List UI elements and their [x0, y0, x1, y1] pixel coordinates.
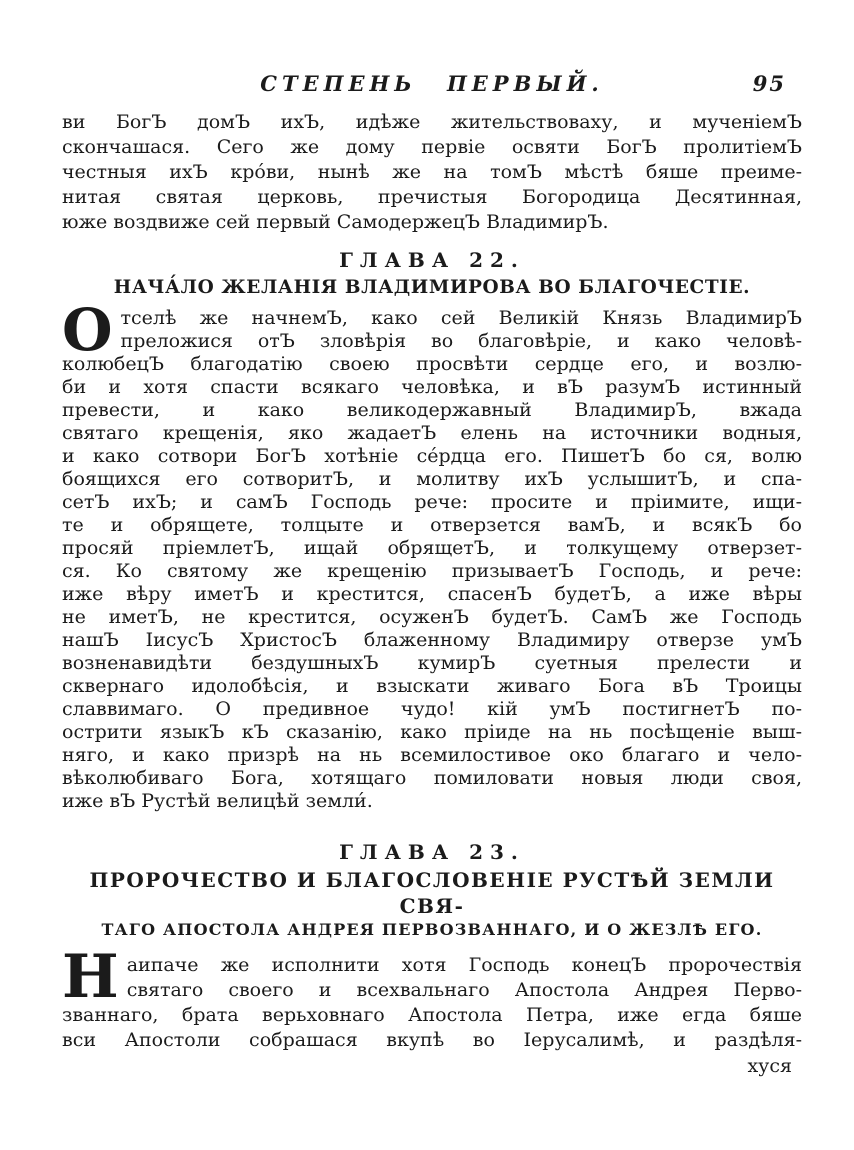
- text-line: славвимаго. О предивное чудо! кій умЪ постигнетЪ по-: [62, 698, 802, 720]
- text-line: юже воздвиже сей первый СамодержецЪ ВладимирЪ.: [62, 211, 609, 233]
- text-line: аипаче же исполнити хотя Господь конецЪ пророчествія: [126, 954, 802, 976]
- text-line: званнаго, брата верьховнаго Апостола Петра, иже егда бяше: [62, 1004, 802, 1026]
- page-title: СТЕПЕНЬ ПЕРВЫЙ.: [260, 71, 604, 96]
- text-line: не иметЪ, не крестится, осуженЪ будетЪ. СамЪ же Господь: [62, 606, 802, 628]
- text-block: [62, 70, 802, 1079]
- text-line: тселѣ же начнемЪ, како сей Великій Князь ВладимирЪ: [120, 307, 802, 329]
- chapter-23-title-line1: ПРОРОЧЕСТВО И БЛАГОСЛОВЕНІЕ РУСТѢЙ ЗЕМЛИ СВЯ-: [89, 868, 775, 918]
- text-line: преложися отЪ зловѣрія во благовѣріе, и како человѣ-: [120, 330, 802, 352]
- text-line: скончашася. Сего же дому первіе освяти БогЪ пролитіемЪ: [62, 136, 802, 158]
- text-line: нашЪ ІисусЪ ХристосЪ блаженному Владимиру отверзе умЪ: [62, 629, 802, 651]
- text-line: святаго крещенія, яко жадаетЪ елень на источники водныя,: [62, 422, 802, 444]
- text-line: иже вѣру иметЪ и крестится, спасенЪ будетЪ, а иже вѣры: [62, 583, 802, 605]
- text-line: вси Апостоли собрашася вкупѣ во Іерусалимѣ, и раздѣля-: [62, 1029, 802, 1051]
- text-line: ви БогЪ домЪ ихЪ, идѣже жительствоваху, и мученіемЪ: [62, 111, 802, 133]
- chapter-22-title: НАЧА́ЛО ЖЕЛАНІЯ ВЛАДИМИРОВА ВО БЛАГОЧЕСТІЕ.: [113, 277, 751, 298]
- text-line: сетЪ ихЪ; и самЪ Господь рече: просите и пріимите, ищи-: [62, 491, 802, 513]
- text-line: просяй пріемлетЪ, ищай обрящетЪ, и толкущему отверзет-: [62, 537, 802, 559]
- text-line: острити языкЪ кЪ сказанію, како пріиде на нь посѣщеніе выш-: [62, 721, 802, 743]
- text-line: няго, и како призрѣ на нь всемилостивое око благаго и чело-: [62, 744, 802, 766]
- chapter-22-heading: ГЛАВА 22.: [339, 248, 525, 272]
- paragraph-continuation: [62, 110, 802, 235]
- text-line: боящихся его сотворитЪ, и молитву ихЪ услышитЪ, и спа-: [62, 468, 802, 490]
- running-header: [62, 70, 802, 100]
- drop-cap-letter: Н: [62, 942, 119, 1012]
- catchword: хуся: [747, 1055, 792, 1077]
- text-line: святаго своего и всехвальнаго Апостола Андрея Перво-: [126, 979, 802, 1001]
- text-line: и како сотвори БогЪ хотѣніе се́рдца его. ПишетЪ бо ся, волю: [62, 445, 802, 467]
- text-line: колюбецЪ благодатію своею просвѣти сердце его, и возлю-: [62, 353, 802, 375]
- chapter-23-paragraph: [62, 942, 802, 1053]
- text-line: превести, и како великодержавный ВладимирЪ, вжада: [62, 399, 802, 421]
- text-line: честныя ихЪ кро́ви, нынѣ же на томЪ мѣстѣ бяше преиме-: [62, 161, 802, 183]
- chapter-23-title-line2: ТАГО АПОСТОЛА АНДРЕЯ ПЕРВОЗВАННАГО, И О ЖЕЗЛѢ ЕГО.: [101, 920, 763, 939]
- text-line: возненавидѣти бездушныхЪ кумирЪ суетныя прелести и: [62, 652, 802, 674]
- text-line: би и хотя спасти всякаго человѣка, и вЪ разумЪ истинный: [62, 376, 802, 398]
- chapter-22-paragraph: [62, 296, 802, 813]
- text-line: сквернаго идолобѣсія, и взыскати живаго Бога вЪ Троицы: [62, 675, 802, 697]
- text-line: нитая святая церковь, пречистыя Богородица Десятинная,: [62, 186, 802, 208]
- text-line: вѣколюбиваго Бога, хотящаго помиловати новыя люди своя,: [62, 767, 802, 789]
- chapter-23-heading: ГЛАВА 23.: [339, 840, 525, 864]
- text-line: ся. Ко святому же крещенію призываетЪ Господь, и рече:: [62, 560, 802, 582]
- drop-cap-letter: О: [62, 296, 113, 364]
- text-line: те и обрящете, толцыте и отверзется вамЪ, и всякЪ бо: [62, 514, 802, 536]
- text-line: иже вЪ Рустѣй велицѣй земли́.: [62, 790, 373, 812]
- page-number: 95: [752, 71, 786, 96]
